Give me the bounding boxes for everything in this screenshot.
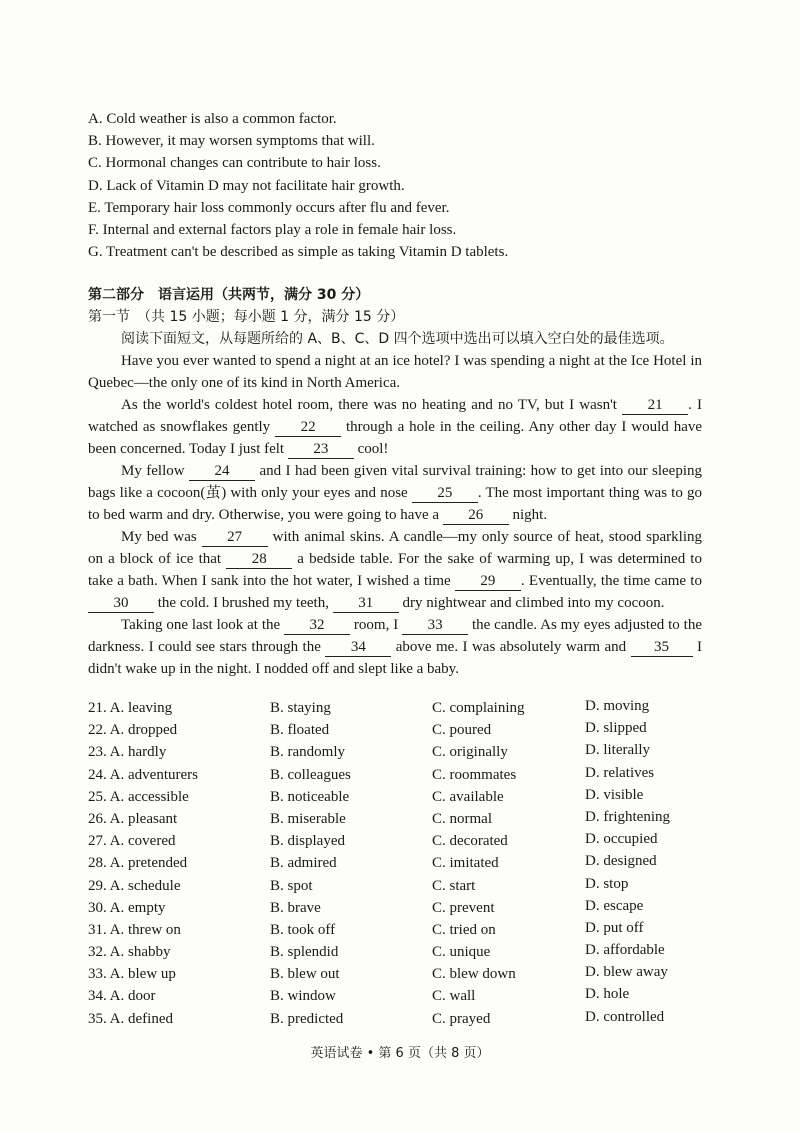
choice-c: C. decorated: [432, 833, 508, 850]
passage-paragraph: [88, 460, 702, 526]
blank-25: 25: [412, 485, 478, 503]
choice-b: B. predicted: [270, 1010, 344, 1027]
choice-d: D. affordable: [585, 942, 665, 959]
choice-d: D. stop: [585, 875, 629, 892]
passage-text: Taking one last look at the: [121, 617, 285, 633]
choice-c: C. imitated: [432, 855, 499, 872]
choice-d: D. moving: [585, 698, 650, 714]
passage-text: Have you ever wanted to spend a night at an ice hotel? I was spending a night at the Ice Hotel in Quebec—the only one of its kind in North America.: [88, 353, 702, 391]
choice-a: 25. A. accessible: [88, 788, 189, 805]
passage-text: above me. I was absolutely warm and: [391, 639, 631, 655]
passage-text: through a hole in the ceiling. Any other day I would have been concerned. Today I just felt: [88, 419, 703, 457]
choice-d: D. designed: [585, 853, 657, 870]
part-title: 第二部分 语言运用（共两节，满分 30 分）: [88, 287, 370, 303]
passage-text: . Eventually, the time came to: [520, 573, 702, 589]
blank-34: 34: [325, 639, 391, 657]
blank-33: 33: [402, 617, 468, 635]
choice-d: D. visible: [585, 786, 644, 803]
choice-a: 23. A. hardly: [88, 744, 167, 761]
choice-d: D. relatives: [585, 764, 655, 781]
choice-c: C. normal: [432, 810, 492, 827]
passage-text: and I had been given vital survival training: how to get into our sleeping bags like a cocoon(茧) with only your eyes and nose: [88, 463, 702, 501]
blank-30: 30: [88, 595, 154, 613]
section-title: 第一节 （共 15 小题；每小题 1 分，满分 15 分）: [88, 309, 405, 325]
choice-a: 33. A. blew up: [88, 966, 176, 983]
blank-26: 26: [443, 507, 509, 525]
option-line: B. However, it may worsen symptoms that will.: [88, 133, 375, 150]
option-line: F. Internal and external factors play a role in female hair loss.: [88, 222, 457, 239]
choice-d: D. put off: [585, 919, 644, 936]
blank-29: 29: [455, 573, 521, 591]
choice-c: C. prevent: [432, 899, 495, 916]
blank-21: 21: [622, 397, 688, 415]
option-line: A. Cold weather is also a common factor.: [88, 111, 337, 127]
passage-text: the cold. I brushed my teeth,: [154, 595, 333, 611]
choice-c: C. wall: [432, 988, 476, 1005]
choice-c: C. tried on: [432, 921, 496, 938]
passage-paragraph: [88, 614, 702, 680]
choice-b: B. admired: [270, 855, 337, 872]
instruction: 阅读下面短文，从每题所给的 A、B、C、D 四个选项中选出可以填入空白处的最佳选项。: [121, 331, 674, 347]
choice-c: C. poured: [432, 722, 492, 739]
choice-b: B. staying: [270, 700, 331, 716]
choice-a: 22. A. dropped: [88, 722, 178, 739]
choice-c: C. start: [432, 877, 476, 894]
choice-b: B. brave: [270, 899, 321, 916]
choice-c: C. originally: [432, 744, 508, 761]
choice-d: D. literally: [585, 742, 650, 759]
option-line: E. Temporary hair loss commonly occurs after flu and fever.: [88, 199, 450, 216]
choice-d: D. blew away: [585, 964, 668, 981]
choice-a: 35. A. defined: [88, 1010, 173, 1027]
passage-text: room, I: [350, 617, 403, 633]
choice-c: C. unique: [432, 944, 491, 961]
passage-text: the candle. As my eyes adjusted to the darkness. I could see stars through the: [88, 617, 702, 655]
choice-c: C. roommates: [432, 766, 517, 783]
choice-a: 31. A. threw on: [88, 921, 181, 938]
choice-a: 21. A. leaving: [88, 700, 173, 716]
choice-a: 26. A. pleasant: [88, 810, 178, 827]
passage-paragraph: [88, 526, 702, 614]
language-use-section: [88, 284, 702, 680]
choice-d: D. controlled: [585, 1008, 665, 1025]
choice-a: 28. A. pretended: [88, 855, 188, 872]
choice-c: C. available: [432, 788, 504, 805]
blank-24: 24: [189, 463, 255, 481]
passage-text: dry nightwear and climbed into my cocoon.: [398, 595, 665, 611]
blank-22: 22: [275, 419, 341, 437]
choice-b: B. colleagues: [270, 766, 351, 783]
passage-text: a bedside table. For the sake of warming up, I was determined to take a bath. When I sank into the hot water, I wished a time: [88, 551, 702, 589]
choice-c: C. prayed: [432, 1010, 491, 1027]
passage-text: cool!: [353, 441, 389, 457]
choice-b: B. miserable: [270, 810, 346, 827]
choice-b: B. randomly: [270, 744, 345, 761]
passage-text: . I watched as snowflakes gently: [88, 397, 702, 435]
choice-a: 30. A. empty: [88, 899, 166, 916]
passage-text: . The most important thing was to go to bed warm and dry. Otherwise, you were going to have a: [88, 485, 702, 523]
choice-b: B. noticeable: [270, 788, 350, 805]
choice-b: B. took off: [270, 921, 336, 938]
passage-paragraph: [88, 350, 702, 394]
choice-d: D. frightening: [585, 808, 670, 825]
choice-b: B. blew out: [270, 966, 340, 983]
choice-b: B. splendid: [270, 944, 339, 961]
previous-question-options: [88, 108, 508, 263]
cloze-passage: [88, 350, 702, 680]
passage-text: I didn't wake up in the night. I nodded off and slept like a baby.: [88, 639, 702, 677]
blank-31: 31: [333, 595, 399, 613]
choice-a: 27. A. covered: [88, 833, 176, 850]
passage-text: night.: [508, 507, 548, 523]
page-footer: 英语试卷 • 第 6 页（共 8 页）: [310, 1046, 490, 1061]
blank-27: 27: [202, 529, 268, 547]
choice-a: 34. A. door: [88, 988, 156, 1005]
choice-a: 29. A. schedule: [88, 877, 181, 894]
choice-d: D. occupied: [585, 831, 658, 848]
option-line: G. Treatment can't be described as simple as taking Vitamin D tablets.: [88, 244, 509, 261]
option-line: D. Lack of Vitamin D may not facilitate hair growth.: [88, 177, 405, 194]
choice-b: B. window: [270, 988, 336, 1005]
passage-paragraph: [88, 394, 702, 460]
blank-23: 23: [288, 441, 354, 459]
passage-text: My fellow: [121, 463, 190, 479]
blank-35: 35: [631, 639, 693, 657]
option-line: C. Hormonal changes can contribute to hair loss.: [88, 155, 381, 172]
choice-a: 32. A. shabby: [88, 944, 171, 961]
choice-d: D. escape: [585, 897, 644, 914]
blank-32: 32: [284, 617, 350, 635]
passage-text: with animal skins. A candle—my only source of heat, stood sparkling on a block of ice that: [88, 529, 703, 567]
choice-c: C. blew down: [432, 966, 516, 983]
choice-b: B. spot: [270, 877, 313, 894]
choice-d: D. hole: [585, 986, 630, 1003]
passage-text: As the world's coldest hotel room, there was no heating and no TV, but I wasn't: [121, 397, 623, 413]
choice-d: D. slipped: [585, 720, 647, 737]
choice-b: B. displayed: [270, 833, 345, 850]
choice-b: B. floated: [270, 722, 330, 739]
passage-text: My bed was: [121, 529, 202, 545]
blank-28: 28: [226, 551, 292, 569]
choice-a: 24. A. adventurers: [88, 766, 198, 783]
choice-c: C. complaining: [432, 700, 525, 716]
